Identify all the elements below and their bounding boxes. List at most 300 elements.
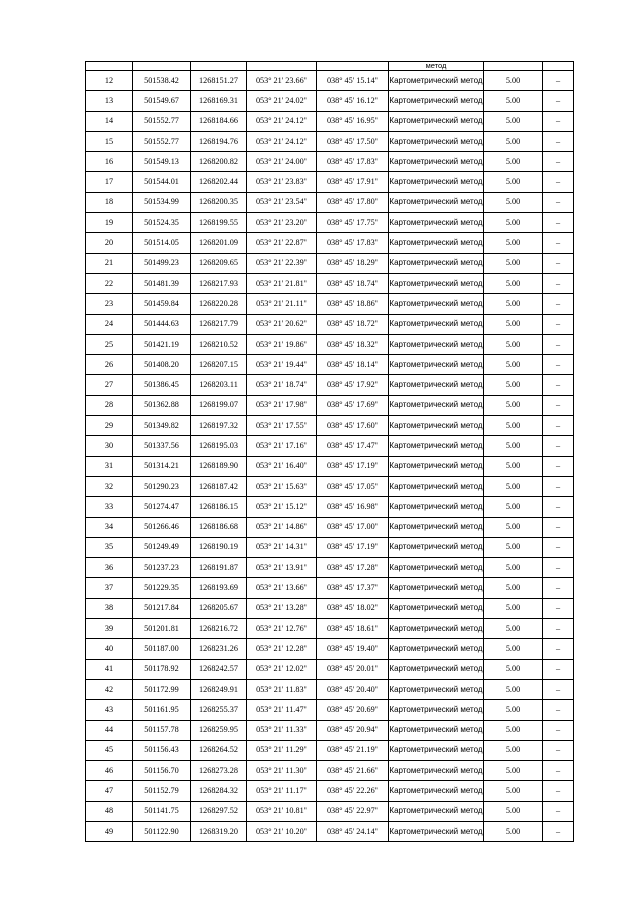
cell-number: 20 xyxy=(86,233,133,253)
cell-number: 22 xyxy=(86,273,133,293)
cell-accuracy: 5.00 xyxy=(484,192,543,212)
cell-y: 1268273.28 xyxy=(191,761,247,781)
cell-method: Картометрический метод xyxy=(389,537,484,557)
cell-accuracy: 5.00 xyxy=(484,416,543,436)
cell-x: 501161.95 xyxy=(133,700,191,720)
cell-note: – xyxy=(543,801,574,821)
cell-latitude: 053° 21' 11.17" xyxy=(247,781,317,801)
cell-x: 501362.88 xyxy=(133,395,191,415)
cell-y: 1268151.27 xyxy=(191,71,247,91)
cell-y: 1268210.52 xyxy=(191,334,247,354)
cell-method: Картометрический метод xyxy=(389,131,484,151)
cell-method: Картометрический метод xyxy=(389,395,484,415)
cell-accuracy: 5.00 xyxy=(484,821,543,841)
cell-accuracy: 5.00 xyxy=(484,71,543,91)
cell-accuracy: 5.00 xyxy=(484,578,543,598)
cell-note: – xyxy=(543,131,574,151)
cell-x: 501524.35 xyxy=(133,213,191,233)
cell-x: 501421.19 xyxy=(133,334,191,354)
cell-latitude: 053° 21' 12.02" xyxy=(247,659,317,679)
cell-y: 1268197.32 xyxy=(191,416,247,436)
cell-longitude: 038° 45' 17.83" xyxy=(317,233,389,253)
table-row xyxy=(86,456,574,476)
cell-number: 41 xyxy=(86,659,133,679)
table-row xyxy=(86,314,574,334)
cell-note: – xyxy=(543,558,574,578)
cell-y: 1268209.65 xyxy=(191,253,247,273)
cell-note: – xyxy=(543,659,574,679)
table-row xyxy=(86,334,574,354)
cell-number: 45 xyxy=(86,740,133,760)
cell-x: 501386.45 xyxy=(133,375,191,395)
cell-y: 1268201.09 xyxy=(191,233,247,253)
cell-y: 1268205.67 xyxy=(191,598,247,618)
cell-note: – xyxy=(543,395,574,415)
cell-method: Картометрический метод xyxy=(389,111,484,131)
cell-number: 19 xyxy=(86,213,133,233)
cell-accuracy: 5.00 xyxy=(484,172,543,192)
cell-number: 32 xyxy=(86,476,133,496)
cell-method: Картометрический метод xyxy=(389,781,484,801)
cell-latitude: 053° 21' 24.00" xyxy=(247,152,317,172)
cell-y: 1268217.79 xyxy=(191,314,247,334)
cell-method: Картометрический метод xyxy=(389,273,484,293)
cell-method: Картометрический метод xyxy=(389,720,484,740)
cell-method: Картометрический метод xyxy=(389,253,484,273)
cell-latitude: 053° 21' 19.86" xyxy=(247,334,317,354)
cell-accuracy: 5.00 xyxy=(484,619,543,639)
cell-accuracy: 5.00 xyxy=(484,700,543,720)
cell-latitude: 053° 21' 19.44" xyxy=(247,355,317,375)
cell-method: Картометрический метод xyxy=(389,517,484,537)
cell-accuracy: 5.00 xyxy=(484,375,543,395)
cell-latitude: 053° 21' 10.81" xyxy=(247,801,317,821)
cell-y: 1268297.52 xyxy=(191,801,247,821)
cell-y: 1268200.82 xyxy=(191,152,247,172)
cell-x: 501290.23 xyxy=(133,476,191,496)
cell-longitude: 038° 45' 16.12" xyxy=(317,91,389,111)
cell-longitude: 038° 45' 17.83" xyxy=(317,152,389,172)
cell-x: 501349.82 xyxy=(133,416,191,436)
cell-accuracy: 5.00 xyxy=(484,639,543,659)
cell-method: Картометрический метод xyxy=(389,659,484,679)
cell-latitude: 053° 21' 18.74" xyxy=(247,375,317,395)
cell-x: 501229.35 xyxy=(133,578,191,598)
cell-y: 1268259.95 xyxy=(191,720,247,740)
cell-accuracy: 5.00 xyxy=(484,395,543,415)
table-row xyxy=(86,152,574,172)
cell-latitude: 053° 21' 23.54" xyxy=(247,192,317,212)
cell-method: Картометрический метод xyxy=(389,416,484,436)
cell-number: 34 xyxy=(86,517,133,537)
cell-longitude: 038° 45' 18.32" xyxy=(317,334,389,354)
cell-latitude: 053° 21' 13.91" xyxy=(247,558,317,578)
cell-x: 501156.43 xyxy=(133,740,191,760)
cell-accuracy: 5.00 xyxy=(484,740,543,760)
cell-y: 1268216.72 xyxy=(191,619,247,639)
cell-accuracy: 5.00 xyxy=(484,233,543,253)
cell-number: 26 xyxy=(86,355,133,375)
cell-accuracy: 5.00 xyxy=(484,91,543,111)
cell-y: 1268191.87 xyxy=(191,558,247,578)
coordinates-table xyxy=(85,61,574,842)
cell-longitude: 038° 45' 20.01" xyxy=(317,659,389,679)
table-row xyxy=(86,476,574,496)
cell-y: 1268186.15 xyxy=(191,497,247,517)
cell-number: 43 xyxy=(86,700,133,720)
cell-number: 42 xyxy=(86,679,133,699)
cell-number: 28 xyxy=(86,395,133,415)
table-row xyxy=(86,619,574,639)
cell-note: – xyxy=(543,578,574,598)
cell-latitude: 053° 21' 16.40" xyxy=(247,456,317,476)
table-row xyxy=(86,131,574,151)
cell-x: 501122.90 xyxy=(133,821,191,841)
table-row xyxy=(86,821,574,841)
cell-note: – xyxy=(543,781,574,801)
cell-y xyxy=(191,62,247,71)
cell-number: 35 xyxy=(86,537,133,557)
cell-x: 501552.77 xyxy=(133,111,191,131)
table-row xyxy=(86,375,574,395)
cell-x: 501552.77 xyxy=(133,131,191,151)
cell-accuracy: 5.00 xyxy=(484,111,543,131)
cell-method: Картометрический метод xyxy=(389,761,484,781)
cell-accuracy: 5.00 xyxy=(484,273,543,293)
cell-y: 1268184.66 xyxy=(191,111,247,131)
cell-x: 501217.84 xyxy=(133,598,191,618)
cell-x: 501549.13 xyxy=(133,152,191,172)
cell-longitude: 038° 45' 18.61" xyxy=(317,619,389,639)
cell-note: – xyxy=(543,213,574,233)
cell-longitude: 038° 45' 20.40" xyxy=(317,679,389,699)
cell-note: – xyxy=(543,456,574,476)
cell-latitude: 053° 21' 17.98" xyxy=(247,395,317,415)
cell-y: 1268231.26 xyxy=(191,639,247,659)
cell-x: 501534.99 xyxy=(133,192,191,212)
cell-latitude: 053° 21' 17.16" xyxy=(247,436,317,456)
cell-latitude: 053° 21' 20.62" xyxy=(247,314,317,334)
cell-accuracy: 5.00 xyxy=(484,517,543,537)
cell-note: – xyxy=(543,476,574,496)
cell-method: Картометрический метод xyxy=(389,436,484,456)
cell-latitude: 053° 21' 17.55" xyxy=(247,416,317,436)
cell-method: Картометрический метод xyxy=(389,497,484,517)
cell-note: – xyxy=(543,172,574,192)
cell-x: 501156.70 xyxy=(133,761,191,781)
cell-y: 1268255.37 xyxy=(191,700,247,720)
cell-x: 501187.00 xyxy=(133,639,191,659)
cell-longitude: 038° 45' 21.19" xyxy=(317,740,389,760)
cell-number: 13 xyxy=(86,91,133,111)
cell-method: Картометрический метод xyxy=(389,456,484,476)
cell-note: – xyxy=(543,152,574,172)
cell-note: – xyxy=(543,537,574,557)
cell-y: 1268249.91 xyxy=(191,679,247,699)
cell-x: 501549.67 xyxy=(133,91,191,111)
table-row xyxy=(86,679,574,699)
cell-number: 25 xyxy=(86,334,133,354)
table-row xyxy=(86,192,574,212)
table-row xyxy=(86,355,574,375)
cell-number: 27 xyxy=(86,375,133,395)
table-row xyxy=(86,111,574,131)
cell-method: Картометрический метод xyxy=(389,172,484,192)
cell-number: 31 xyxy=(86,456,133,476)
cell-method: Картометрический метод xyxy=(389,213,484,233)
table-row-continued xyxy=(86,62,574,71)
table-row xyxy=(86,253,574,273)
cell-longitude xyxy=(317,62,389,71)
cell-latitude: 053° 21' 24.02" xyxy=(247,91,317,111)
table-row xyxy=(86,700,574,720)
cell-number: 17 xyxy=(86,172,133,192)
cell-note: – xyxy=(543,334,574,354)
cell-x: 501172.99 xyxy=(133,679,191,699)
cell-method: Картометрический метод xyxy=(389,558,484,578)
table-row xyxy=(86,273,574,293)
cell-y: 1268193.69 xyxy=(191,578,247,598)
cell-latitude: 053° 21' 24.12" xyxy=(247,131,317,151)
cell-longitude: 038° 45' 17.47" xyxy=(317,436,389,456)
cell-method: Картометрический метод xyxy=(389,476,484,496)
cell-accuracy: 5.00 xyxy=(484,152,543,172)
table-row xyxy=(86,436,574,456)
cell-y: 1268199.55 xyxy=(191,213,247,233)
cell-x: 501266.46 xyxy=(133,517,191,537)
cell-x: 501201.81 xyxy=(133,619,191,639)
cell-latitude xyxy=(247,62,317,71)
cell-longitude: 038° 45' 20.94" xyxy=(317,720,389,740)
cell-note: – xyxy=(543,639,574,659)
cell-latitude: 053° 21' 23.66" xyxy=(247,71,317,91)
table-body xyxy=(86,62,574,842)
cell-note: – xyxy=(543,679,574,699)
cell-longitude: 038° 45' 17.60" xyxy=(317,416,389,436)
cell-longitude: 038° 45' 20.69" xyxy=(317,700,389,720)
cell-longitude: 038° 45' 17.19" xyxy=(317,537,389,557)
cell-accuracy: 5.00 xyxy=(484,598,543,618)
cell-method: Картометрический метод xyxy=(389,821,484,841)
cell-method: Картометрический метод xyxy=(389,619,484,639)
cell-method: Картометрический метод xyxy=(389,375,484,395)
cell-number: 30 xyxy=(86,436,133,456)
cell-accuracy: 5.00 xyxy=(484,355,543,375)
cell-x: 501481.39 xyxy=(133,273,191,293)
cell-longitude: 038° 45' 17.91" xyxy=(317,172,389,192)
cell-y: 1268199.07 xyxy=(191,395,247,415)
cell-x: 501314.21 xyxy=(133,456,191,476)
cell-number: 24 xyxy=(86,314,133,334)
table-row xyxy=(86,659,574,679)
table-row xyxy=(86,294,574,314)
cell-accuracy: 5.00 xyxy=(484,213,543,233)
cell-number: 49 xyxy=(86,821,133,841)
cell-longitude: 038° 45' 18.14" xyxy=(317,355,389,375)
cell-number: 38 xyxy=(86,598,133,618)
cell-number: 48 xyxy=(86,801,133,821)
table-row xyxy=(86,71,574,91)
cell-longitude: 038° 45' 16.98" xyxy=(317,497,389,517)
cell-latitude: 053° 21' 23.20" xyxy=(247,213,317,233)
cell-longitude: 038° 45' 21.66" xyxy=(317,761,389,781)
cell-longitude: 038° 45' 17.69" xyxy=(317,395,389,415)
cell-note: – xyxy=(543,71,574,91)
table-row xyxy=(86,172,574,192)
cell-x xyxy=(133,62,191,71)
cell-note: – xyxy=(543,497,574,517)
cell-note xyxy=(543,62,574,71)
cell-latitude: 053° 21' 21.81" xyxy=(247,273,317,293)
cell-y: 1268220.28 xyxy=(191,294,247,314)
cell-longitude: 038° 45' 17.28" xyxy=(317,558,389,578)
cell-method: метод xyxy=(389,62,484,71)
cell-number: 39 xyxy=(86,619,133,639)
cell-method: Картометрический метод xyxy=(389,192,484,212)
cell-note: – xyxy=(543,619,574,639)
cell-accuracy: 5.00 xyxy=(484,456,543,476)
cell-note: – xyxy=(543,355,574,375)
cell-x: 501274.47 xyxy=(133,497,191,517)
table-row xyxy=(86,233,574,253)
cell-longitude: 038° 45' 17.50" xyxy=(317,131,389,151)
cell-y: 1268242.57 xyxy=(191,659,247,679)
cell-latitude: 053° 21' 15.12" xyxy=(247,497,317,517)
cell-note: – xyxy=(543,761,574,781)
cell-method: Картометрический метод xyxy=(389,598,484,618)
cell-x: 501337.56 xyxy=(133,436,191,456)
cell-y: 1268202.44 xyxy=(191,172,247,192)
cell-latitude: 053° 21' 15.63" xyxy=(247,476,317,496)
cell-latitude: 053° 21' 13.28" xyxy=(247,598,317,618)
cell-method: Картометрический метод xyxy=(389,91,484,111)
cell-longitude: 038° 45' 17.92" xyxy=(317,375,389,395)
cell-accuracy: 5.00 xyxy=(484,476,543,496)
cell-x: 501444.63 xyxy=(133,314,191,334)
cell-x: 501178.92 xyxy=(133,659,191,679)
table-row xyxy=(86,517,574,537)
cell-y: 1268284.32 xyxy=(191,781,247,801)
cell-latitude: 053° 21' 11.47" xyxy=(247,700,317,720)
cell-note: – xyxy=(543,314,574,334)
cell-accuracy: 5.00 xyxy=(484,659,543,679)
cell-method: Картометрический метод xyxy=(389,801,484,821)
cell-accuracy: 5.00 xyxy=(484,679,543,699)
cell-longitude: 038° 45' 17.75" xyxy=(317,213,389,233)
table-row xyxy=(86,91,574,111)
cell-method: Картометрический метод xyxy=(389,71,484,91)
table-row xyxy=(86,395,574,415)
cell-number: 46 xyxy=(86,761,133,781)
cell-number: 12 xyxy=(86,71,133,91)
cell-number: 15 xyxy=(86,131,133,151)
table-row xyxy=(86,558,574,578)
cell-x: 501499.23 xyxy=(133,253,191,273)
cell-x: 501514.05 xyxy=(133,233,191,253)
cell-latitude: 053° 21' 24.12" xyxy=(247,111,317,131)
cell-note: – xyxy=(543,233,574,253)
cell-accuracy: 5.00 xyxy=(484,436,543,456)
cell-longitude: 038° 45' 18.02" xyxy=(317,598,389,618)
cell-latitude: 053° 21' 12.76" xyxy=(247,619,317,639)
table-row xyxy=(86,801,574,821)
table-row xyxy=(86,213,574,233)
cell-y: 1268186.68 xyxy=(191,517,247,537)
table-row xyxy=(86,578,574,598)
cell-number: 14 xyxy=(86,111,133,131)
cell-longitude: 038° 45' 18.86" xyxy=(317,294,389,314)
cell-accuracy xyxy=(484,62,543,71)
cell-number: 40 xyxy=(86,639,133,659)
cell-note: – xyxy=(543,294,574,314)
cell-note: – xyxy=(543,821,574,841)
cell-latitude: 053° 21' 13.66" xyxy=(247,578,317,598)
cell-longitude: 038° 45' 18.29" xyxy=(317,253,389,273)
cell-note: – xyxy=(543,91,574,111)
cell-accuracy: 5.00 xyxy=(484,558,543,578)
cell-note: – xyxy=(543,436,574,456)
cell-method: Картометрический метод xyxy=(389,700,484,720)
cell-note: – xyxy=(543,700,574,720)
cell-method: Картометрический метод xyxy=(389,314,484,334)
table-row xyxy=(86,639,574,659)
cell-number: 18 xyxy=(86,192,133,212)
cell-y: 1268189.90 xyxy=(191,456,247,476)
cell-accuracy: 5.00 xyxy=(484,781,543,801)
cell-method: Картометрический метод xyxy=(389,639,484,659)
cell-method: Картометрический метод xyxy=(389,152,484,172)
cell-longitude: 038° 45' 18.74" xyxy=(317,273,389,293)
cell-x: 501237.23 xyxy=(133,558,191,578)
cell-number: 36 xyxy=(86,558,133,578)
cell-longitude: 038° 45' 15.14" xyxy=(317,71,389,91)
cell-longitude: 038° 45' 17.00" xyxy=(317,517,389,537)
cell-method: Картометрический метод xyxy=(389,355,484,375)
cell-x: 501157.78 xyxy=(133,720,191,740)
cell-method: Картометрический метод xyxy=(389,679,484,699)
cell-accuracy: 5.00 xyxy=(484,761,543,781)
cell-latitude: 053° 21' 11.33" xyxy=(247,720,317,740)
cell-accuracy: 5.00 xyxy=(484,131,543,151)
cell-longitude: 038° 45' 17.37" xyxy=(317,578,389,598)
cell-accuracy: 5.00 xyxy=(484,334,543,354)
cell-x: 501538.42 xyxy=(133,71,191,91)
cell-method: Картометрический метод xyxy=(389,740,484,760)
cell-y: 1268264.52 xyxy=(191,740,247,760)
cell-latitude: 053° 21' 11.83" xyxy=(247,679,317,699)
cell-accuracy: 5.00 xyxy=(484,497,543,517)
cell-x: 501152.79 xyxy=(133,781,191,801)
cell-accuracy: 5.00 xyxy=(484,537,543,557)
cell-longitude: 038° 45' 19.40" xyxy=(317,639,389,659)
cell-method: Картометрический метод xyxy=(389,294,484,314)
cell-latitude: 053° 21' 14.86" xyxy=(247,517,317,537)
cell-longitude: 038° 45' 22.26" xyxy=(317,781,389,801)
cell-longitude: 038° 45' 17.80" xyxy=(317,192,389,212)
cell-note: – xyxy=(543,740,574,760)
cell-number: 21 xyxy=(86,253,133,273)
cell-longitude: 038° 45' 17.19" xyxy=(317,456,389,476)
table-row xyxy=(86,416,574,436)
cell-x: 501544.01 xyxy=(133,172,191,192)
cell-accuracy: 5.00 xyxy=(484,314,543,334)
cell-method: Картометрический метод xyxy=(389,233,484,253)
cell-longitude: 038° 45' 16.95" xyxy=(317,111,389,131)
cell-number: 16 xyxy=(86,152,133,172)
cell-number: 44 xyxy=(86,720,133,740)
cell-x: 501459.84 xyxy=(133,294,191,314)
cell-latitude: 053° 21' 22.39" xyxy=(247,253,317,273)
